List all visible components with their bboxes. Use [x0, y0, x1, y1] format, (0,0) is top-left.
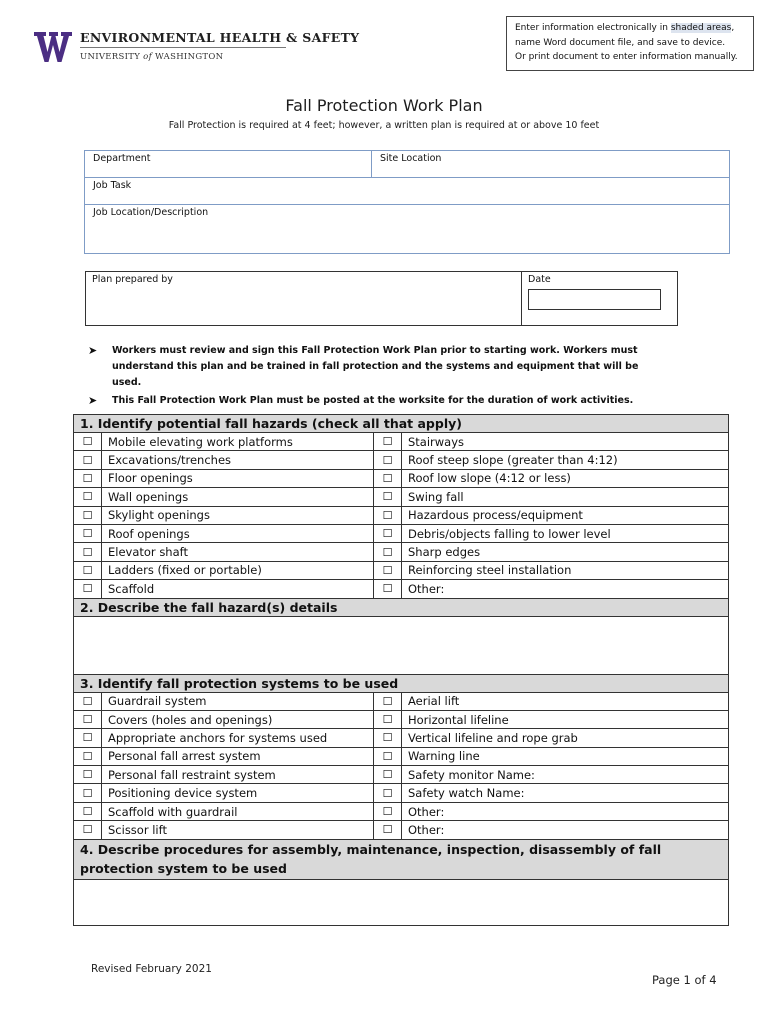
checklist-label: Wall openings: [102, 488, 374, 505]
checklist-row: [74, 488, 728, 506]
university-name: UNIVERSITY of WASHINGTON: [80, 52, 224, 62]
checkbox[interactable]: ☐: [74, 470, 102, 487]
checklist-label: Warning line: [408, 749, 480, 764]
checklist-label: Appropriate anchors for systems used: [102, 729, 374, 746]
prepared-by-table: [85, 271, 678, 326]
checkbox[interactable]: ☐: [74, 543, 102, 560]
checklist-label: Covers (holes and openings): [102, 711, 374, 728]
checklist-row: [74, 543, 728, 561]
hazard-details-field[interactable]: [74, 617, 728, 675]
checkbox[interactable]: ☐: [74, 821, 102, 838]
checklist-label: Aerial lift: [408, 694, 460, 709]
checkbox[interactable]: ☐: [74, 562, 102, 579]
instructions-list: [88, 343, 668, 411]
checklist-label: Vertical lifeline and rope grab: [408, 730, 578, 745]
checklist-row: [74, 803, 728, 821]
checklist-label: Hazardous process/equipment: [408, 508, 583, 523]
checkbox[interactable]: ☐: [74, 451, 102, 468]
checklist-label: Excavations/trenches: [102, 451, 374, 468]
checkbox[interactable]: ☐: [374, 433, 402, 450]
checklist-label: Personal fall restraint system: [102, 766, 374, 783]
job-location-field[interactable]: Job Location/Description: [93, 207, 209, 218]
instruction-item: ➤ This Fall Protection Work Plan must be posted at the worksite for the duration of work activities.: [88, 394, 634, 407]
checklist-label: Roof low slope (4:12 or less): [408, 471, 571, 486]
checklist-label: Scaffold with guardrail: [102, 803, 374, 820]
checkbox[interactable]: ☐: [74, 433, 102, 450]
revision-date: Revised February 2021: [91, 963, 212, 975]
checklist-label: Scaffold: [102, 580, 374, 597]
logo-divider: [80, 47, 286, 48]
checklist-label: Personal fall arrest system: [102, 748, 374, 765]
department-field[interactable]: Department: [85, 151, 372, 177]
instruction-item: ➤ Workers must review and sign this Fall Protection Work Plan prior to starting work. Workers must understand this plan and be trained in fall protection and the systems and equipment that will be used.: [88, 343, 668, 391]
checkbox[interactable]: ☐: [374, 543, 402, 560]
checklist-label: Debris/objects falling to lower level: [408, 526, 611, 541]
page-subtitle: Fall Protection is required at 4 feet; however, a written plan is required at or above 10 feet: [168, 120, 600, 131]
section2-heading: 2. Describe the fall hazard(s) details: [74, 599, 728, 617]
checklist-label: Roof steep slope (greater than 4:12): [408, 453, 618, 468]
checklist-label: Mobile elevating work platforms: [102, 433, 374, 450]
section3-heading: 3. Identify fall protection systems to be used: [74, 675, 728, 693]
checklist-label: Reinforcing steel installation: [408, 563, 572, 578]
checkbox[interactable]: ☐: [74, 525, 102, 542]
date-cell: Date: [522, 272, 677, 325]
checklist-row: [74, 711, 728, 729]
checkbox[interactable]: ☐: [374, 488, 402, 505]
checklist-label: Sharp edges: [408, 545, 481, 560]
page-number: Page 1 of 4: [652, 973, 717, 987]
checkbox[interactable]: ☐: [74, 693, 102, 710]
section1-rows: [74, 433, 728, 599]
checklist-label: Horizontal lifeline: [408, 712, 509, 727]
shaded-areas-sample: shaded areas: [670, 23, 732, 33]
checkbox[interactable]: ☐: [74, 507, 102, 524]
job-info-table: [84, 150, 730, 254]
instruction-notice: Enter information electronically in shaded areas, name Word document file, and save to device. Or print document to enter information manually.: [506, 16, 754, 71]
checkbox[interactable]: ☐: [74, 729, 102, 746]
checkbox[interactable]: ☐: [74, 748, 102, 765]
checklist-label: Other:: [408, 804, 445, 819]
checklist-label: Elevator shaft: [102, 543, 374, 560]
checkbox[interactable]: ☐: [74, 766, 102, 783]
checklist-label: Ladders (fixed or portable): [102, 562, 374, 579]
checklist-row: [74, 748, 728, 766]
checkbox[interactable]: ☐: [374, 748, 402, 765]
section1-heading: 1. Identify potential fall hazards (check all that apply): [74, 415, 728, 433]
uw-w-logo: [34, 30, 72, 64]
checklist-row: [74, 451, 728, 469]
checkbox[interactable]: ☐: [74, 580, 102, 597]
job-task-field[interactable]: Job Task: [93, 180, 132, 191]
checklist-row: [74, 693, 728, 711]
checklist-label: Skylight openings: [102, 507, 374, 524]
plan-prepared-by-field[interactable]: Plan prepared by: [86, 272, 522, 325]
checklist-label: Positioning device system: [102, 784, 374, 801]
page-title: Fall Protection Work Plan: [285, 96, 483, 115]
checklist-row: [74, 507, 728, 525]
checklist-label: Safety watch Name:: [408, 786, 525, 801]
arrow-bullet-icon: ➤: [88, 394, 98, 407]
checkbox[interactable]: ☐: [374, 693, 402, 710]
checkbox[interactable]: ☐: [374, 766, 402, 783]
arrow-bullet-icon: ➤: [88, 344, 98, 357]
section3-rows: [74, 693, 728, 840]
site-location-field[interactable]: Site Location: [380, 153, 442, 164]
checklist-row: [74, 580, 728, 598]
checklist-row: [74, 766, 728, 784]
checkbox[interactable]: ☐: [374, 451, 402, 468]
checklist-row: [74, 784, 728, 802]
checkbox[interactable]: ☐: [374, 784, 402, 801]
checklist-row: [74, 433, 728, 451]
checklist-label: Safety monitor Name:: [408, 767, 535, 782]
checkbox[interactable]: ☐: [74, 711, 102, 728]
checklist-label: Floor openings: [102, 470, 374, 487]
checkbox[interactable]: ☐: [374, 821, 402, 838]
checkbox[interactable]: ☐: [374, 729, 402, 746]
fall-protection-form: [73, 414, 729, 926]
checkbox[interactable]: ☐: [374, 580, 402, 597]
procedures-field[interactable]: [74, 880, 728, 925]
checklist-label: Scissor lift: [102, 821, 374, 838]
checklist-row: [74, 470, 728, 488]
checkbox[interactable]: ☐: [74, 488, 102, 505]
checkbox[interactable]: ☐: [374, 803, 402, 820]
checklist-row: [74, 562, 728, 580]
checkbox[interactable]: ☐: [374, 711, 402, 728]
checklist-row: [74, 729, 728, 747]
checklist-label: Swing fall: [408, 489, 464, 504]
checklist-label: Other:: [408, 581, 445, 596]
checkbox[interactable]: ☐: [374, 470, 402, 487]
checklist-row: [74, 821, 728, 839]
checkbox[interactable]: ☐: [374, 562, 402, 579]
checkbox[interactable]: ☐: [74, 784, 102, 801]
checkbox[interactable]: ☐: [374, 525, 402, 542]
checklist-label: Stairways: [408, 434, 465, 449]
checklist-label: Guardrail system: [102, 693, 374, 710]
checklist-label: Other:: [408, 822, 445, 837]
checklist-label: Roof openings: [102, 525, 374, 542]
section4-heading: 4. Describe procedures for assembly, maintenance, inspection, disassembly of fall protection system to be used: [74, 840, 728, 880]
date-input[interactable]: [528, 289, 661, 310]
checklist-row: [74, 525, 728, 543]
checkbox[interactable]: ☐: [74, 803, 102, 820]
checkbox[interactable]: ☐: [374, 507, 402, 524]
org-name: ENVIRONMENTAL HEALTH & SAFETY: [80, 30, 360, 45]
